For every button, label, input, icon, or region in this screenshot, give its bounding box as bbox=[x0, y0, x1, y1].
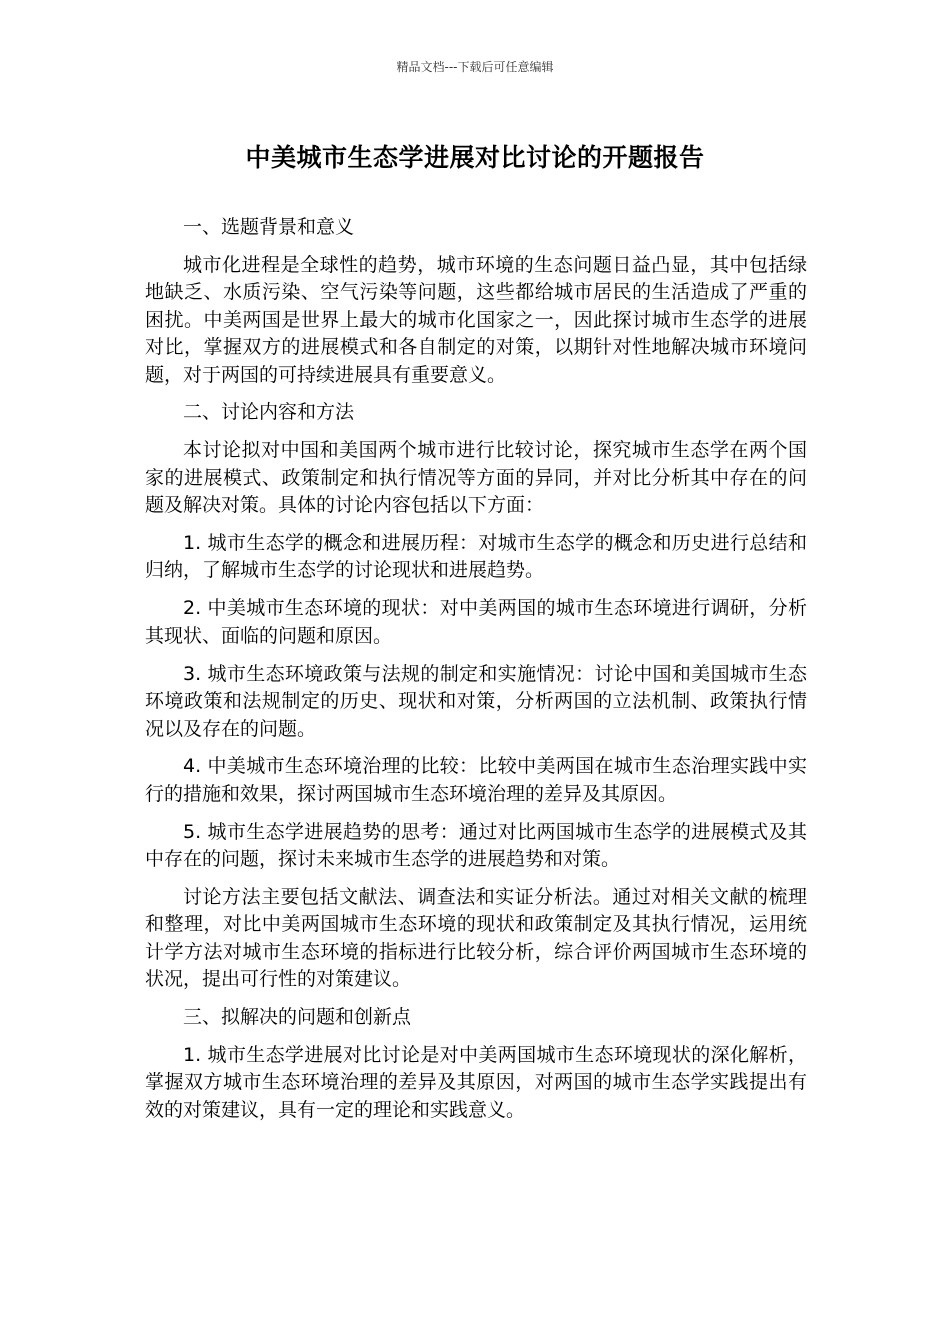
paragraph-methods: 讨论方法主要包括文献法、调查法和实证分析法。通过对相关文献的梳理和整理，对比中美两国城市生态环境的现状和政策制定及其执行情况，运用统计学方法对城市生态环境的指标进行比较分析，综合评价两国城市生态环境的状况，提出可行性的对策建议。 bbox=[145, 886, 807, 991]
document-title: 中美城市生态学进展对比讨论的开题报告 bbox=[245, 143, 705, 172]
section-heading-content-methods: 二、讨论内容和方法 bbox=[183, 401, 355, 424]
list-item-4: 4. 中美城市生态环境治理的比较：比较中美两国在城市生态治理实践中实行的措施和效果，探讨两国城市生态环境治理的差异及其原因。 bbox=[145, 755, 807, 805]
list-item-1: 1. 城市生态学的概念和进展历程：对城市生态学的概念和历史进行总结和归纳，了解城市生态学的讨论现状和进展趋势。 bbox=[145, 532, 807, 582]
list-item-problem-1: 1. 城市生态学进展对比讨论是对中美两国城市生态环境现状的深化解析，掌握双方城市生态环境治理的差异及其原因，对两国的城市生态学实践提出有效的对策建议，具有一定的理论和实践意义。 bbox=[145, 1044, 807, 1121]
paragraph-background: 城市化进程是全球性的趋势，城市环境的生态问题日益凸显，其中包括绿地缺乏、水质污染、空气污染等问题，这些都给城市居民的生活造成了严重的困扰。中美两国是世界上最大的城市化国家之一，因此探讨城市生态学的进展对比，掌握双方的进展模式和各自制定的对策，以期针对性地解决城市环境问题，对于两国的可持续进展具有重要意义。 bbox=[145, 253, 807, 386]
list-item-2: 2. 中美城市生态环境的现状：对中美两国的城市生态环境进行调研，分析其现状、面临的问题和原因。 bbox=[145, 597, 807, 647]
list-item-5: 5. 城市生态学进展趋势的思考：通过对比两国城市生态学的进展模式及其中存在的问题，探讨未来城市生态学的进展趋势和对策。 bbox=[145, 820, 807, 871]
document-body bbox=[145, 214, 807, 1135]
page-header-note: 精品文档---下载后可任意编辑 bbox=[396, 60, 554, 74]
list-item-3: 3. 城市生态环境政策与法规的制定和实施情况：讨论中国和美国城市生态环境政策和法规制定的历史、现状和对策，分析两国的立法机制、政策执行情况以及存在的问题。 bbox=[145, 662, 807, 740]
section-heading-background: 一、选题背景和意义 bbox=[183, 216, 355, 238]
paragraph-content-intro: 本讨论拟对中国和美国两个城市进行比较讨论，探究城市生态学在两个国家的进展模式、政策制定和执行情况等方面的异同，并对比分析其中存在的问题及解决对策。具体的讨论内容包括以下方面： bbox=[145, 439, 807, 517]
section-heading-problems: 三、拟解决的问题和创新点 bbox=[183, 1006, 412, 1029]
